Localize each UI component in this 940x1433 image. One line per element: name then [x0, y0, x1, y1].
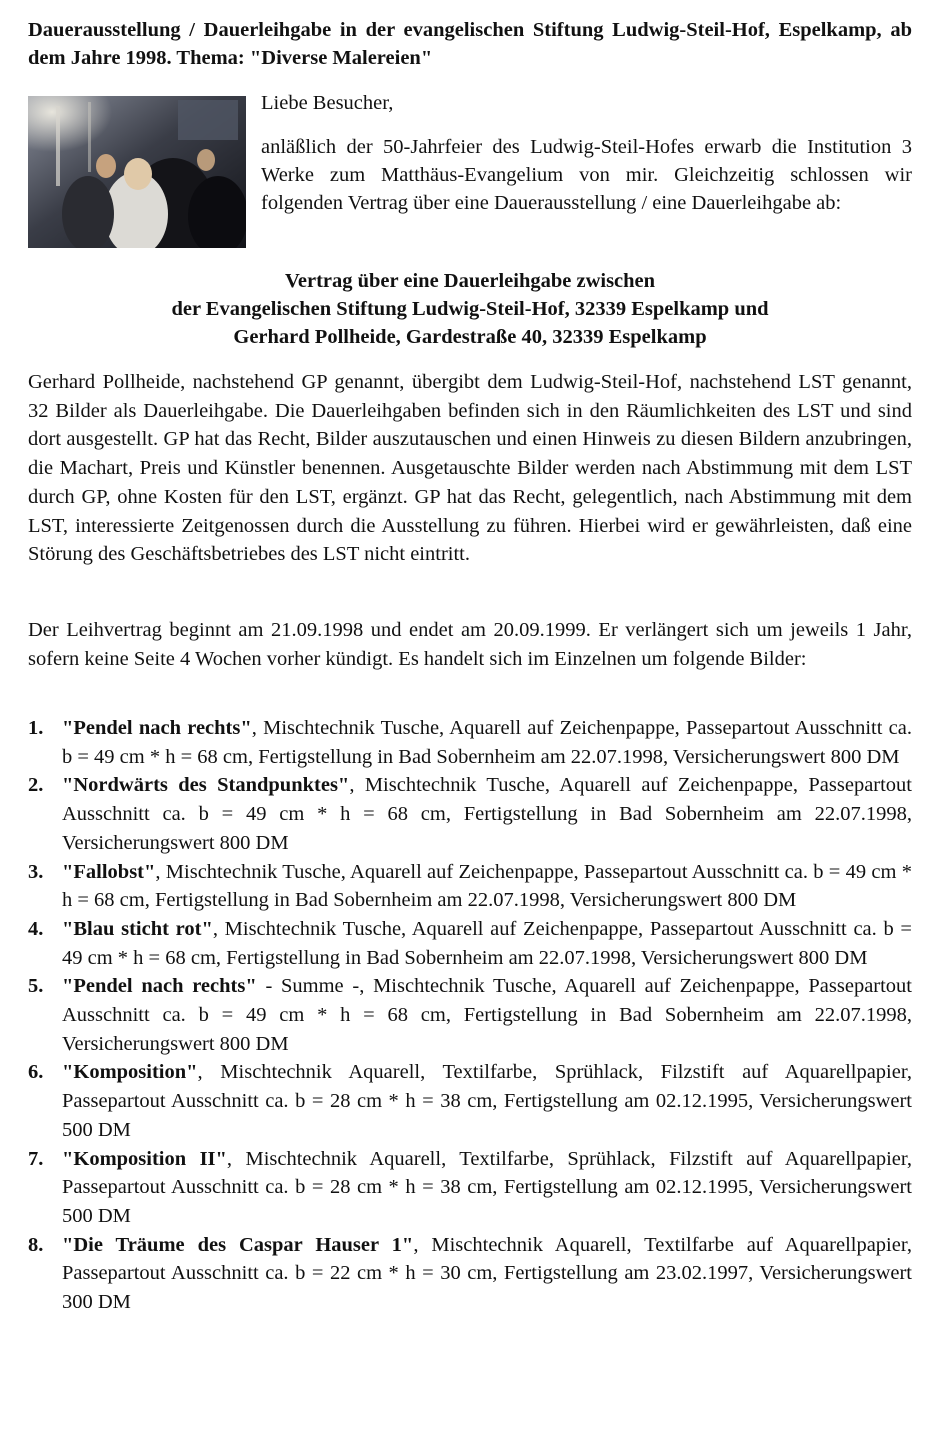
list-item — [28, 771, 912, 857]
greeting: Liebe Besucher, — [261, 92, 394, 114]
work-title: "Fallobst" — [62, 860, 156, 883]
work-description: - Summe -, Mischtechnik Tusche, Aquarell auf Zeichenpappe, Passepartout Ausschnitt ca. b = 49 cm * h = 68 cm, Fertigstellung in Bad Sobernheim am 22.07.1998, Versicherungswert 800 DM — [62, 975, 913, 1055]
term-paragraph: Der Leihvertrag beginnt am 21.09.1998 und endet am 20.09.1999. Er verlängert sich um jeweils 1 Jahr, sofern keine Seite 4 Wochen vorher kündigt. Es handelt sich im Einzelnen um folgende Bilder: — [28, 619, 912, 670]
contract-paragraph: Gerhard Pollheide, nachstehend GP genannt, übergibt dem Ludwig-Steil-Hof, nachstehend LST genannt, 32 Bilder als Dauerleihgabe. Die Dauerleihgaben befinden sich in den Räumlichkeiten des LST und sind dort ausgestellt. GP hat das Recht, Bilder auszutauschen und einen Hinweis zu diesen Bildern anzubringen, die Machart, Preis und Künstler benennen. Ausgetauschte Bilder werden nach Abstimmung mit dem LST durch GP, ohne Kosten für den LST, ergänzt. GP hat das Recht, gelegentlich, nach Abstimmung mit dem LST, interessierte Zeitgenossen durch die Ausstellung zu führen. Hierbei wird er gewährleisten, daß eine Störung des Geschäftsbetriebes des LST nicht eintritt. — [28, 371, 912, 566]
exhibition-photo — [28, 96, 246, 248]
contract-heading-line: der Evangelischen Stiftung Ludwig-Steil-Hof, 32339 Espelkamp und — [171, 298, 769, 320]
list-item — [28, 1058, 912, 1144]
item-number: 8. — [28, 1233, 44, 1256]
list-item — [28, 714, 912, 771]
item-number: 3. — [28, 860, 44, 883]
list-item — [28, 972, 912, 1058]
work-title: "Komposition II" — [62, 1147, 227, 1170]
item-number: 7. — [28, 1147, 44, 1170]
work-description: , Mischtechnik Aquarell, Textilfarbe, Sprühlack, Filzstift auf Aquarellpapier, Passepartout Ausschnitt ca. b = 28 cm * h = 38 cm, Fertigstellung am 02.12.1995, Versicherungswert 500 DM — [62, 1061, 912, 1141]
work-description: , Mischtechnik Aquarell, Textilfarbe, Sprühlack, Filzstift auf Aquarellpapier, Passepartout Ausschnitt ca. b = 28 cm * h = 38 cm, Fertigstellung am 02.12.1995, Versicherungswert 500 DM — [62, 1147, 912, 1227]
work-title: "Pendel nach rechts" — [62, 975, 257, 998]
list-item — [28, 915, 912, 972]
work-title: "Nordwärts des Standpunktes" — [62, 774, 350, 797]
work-title: "Komposition" — [62, 1061, 198, 1084]
work-description: , Mischtechnik Tusche, Aquarell auf Zeichenpappe, Passepartout Ausschnitt ca. b = 49 cm * h = 68 cm, Fertigstellung in Bad Sobernheim am 22.07.1998, Versicherungswert 800 DM — [62, 860, 912, 912]
item-number: 4. — [28, 917, 44, 940]
intro-section — [261, 89, 912, 217]
page-title: Dauerausstellung / Dauerleihgabe in der evangelischen Stiftung Ludwig-Steil-Hof, Espelkamp, ab dem Jahre 1998. Thema: "Diverse Malereien" — [28, 19, 912, 69]
contract-heading-line: Vertrag über eine Dauerleihgabe zwischen — [284, 270, 656, 292]
list-item — [28, 858, 912, 915]
intro-text: anläßlich der 50-Jahrfeier des Ludwig-Steil-Hofes erwarb die Institution 3 Werke zum Matthäus-Evangelium von mir. Gleichzeitig schlossen wir folgenden Vertrag über eine Dauerausstellung / eine Dauerleihgabe ab: — [261, 136, 912, 214]
work-description: , Mischtechnik Tusche, Aquarell auf Zeichenpappe, Passepartout Ausschnitt ca. b = 49 cm * h = 68 cm, Fertigstellung in Bad Sobernheim am 22.07.1998, Versicherungswert 800 DM — [62, 917, 912, 969]
works-list — [28, 714, 912, 1317]
list-item — [28, 1231, 912, 1317]
work-description: , Mischtechnik Tusche, Aquarell auf Zeichenpappe, Passepartout Ausschnitt ca. b = 49 cm * h = 68 cm, Fertigstellung in Bad Sobernheim am 22.07.1998, Versicherungswert 800 DM — [62, 717, 912, 768]
work-title: "Die Träume des Caspar Hauser 1" — [62, 1233, 414, 1256]
contract-heading — [28, 267, 912, 351]
work-description: , Mischtechnik Tusche, Aquarell auf Zeichenpappe, Passepartout Ausschnitt ca. b = 49 cm * h = 68 cm, Fertigstellung in Bad Sobernheim am 22.07.1998, Versicherungswert 800 DM — [62, 774, 913, 854]
item-number: 5. — [28, 975, 44, 998]
item-number: 6. — [28, 1061, 44, 1084]
contract-heading-line: Gerhard Pollheide, Gardestraße 40, 32339 Espelkamp — [233, 326, 707, 348]
list-item — [28, 1145, 912, 1231]
work-title: "Blau sticht rot" — [62, 917, 213, 940]
item-number: 2. — [28, 774, 44, 797]
work-description: , Mischtechnik Aquarell, Textilfarbe auf Aquarellpapier, Passepartout Ausschnitt ca. b = 22 cm * h = 30 cm, Fertigstellung am 23.02.1997, Versicherungswert 300 DM — [62, 1233, 912, 1314]
work-title: "Pendel nach rechts" — [62, 717, 252, 739]
item-number: 1. — [28, 717, 44, 739]
